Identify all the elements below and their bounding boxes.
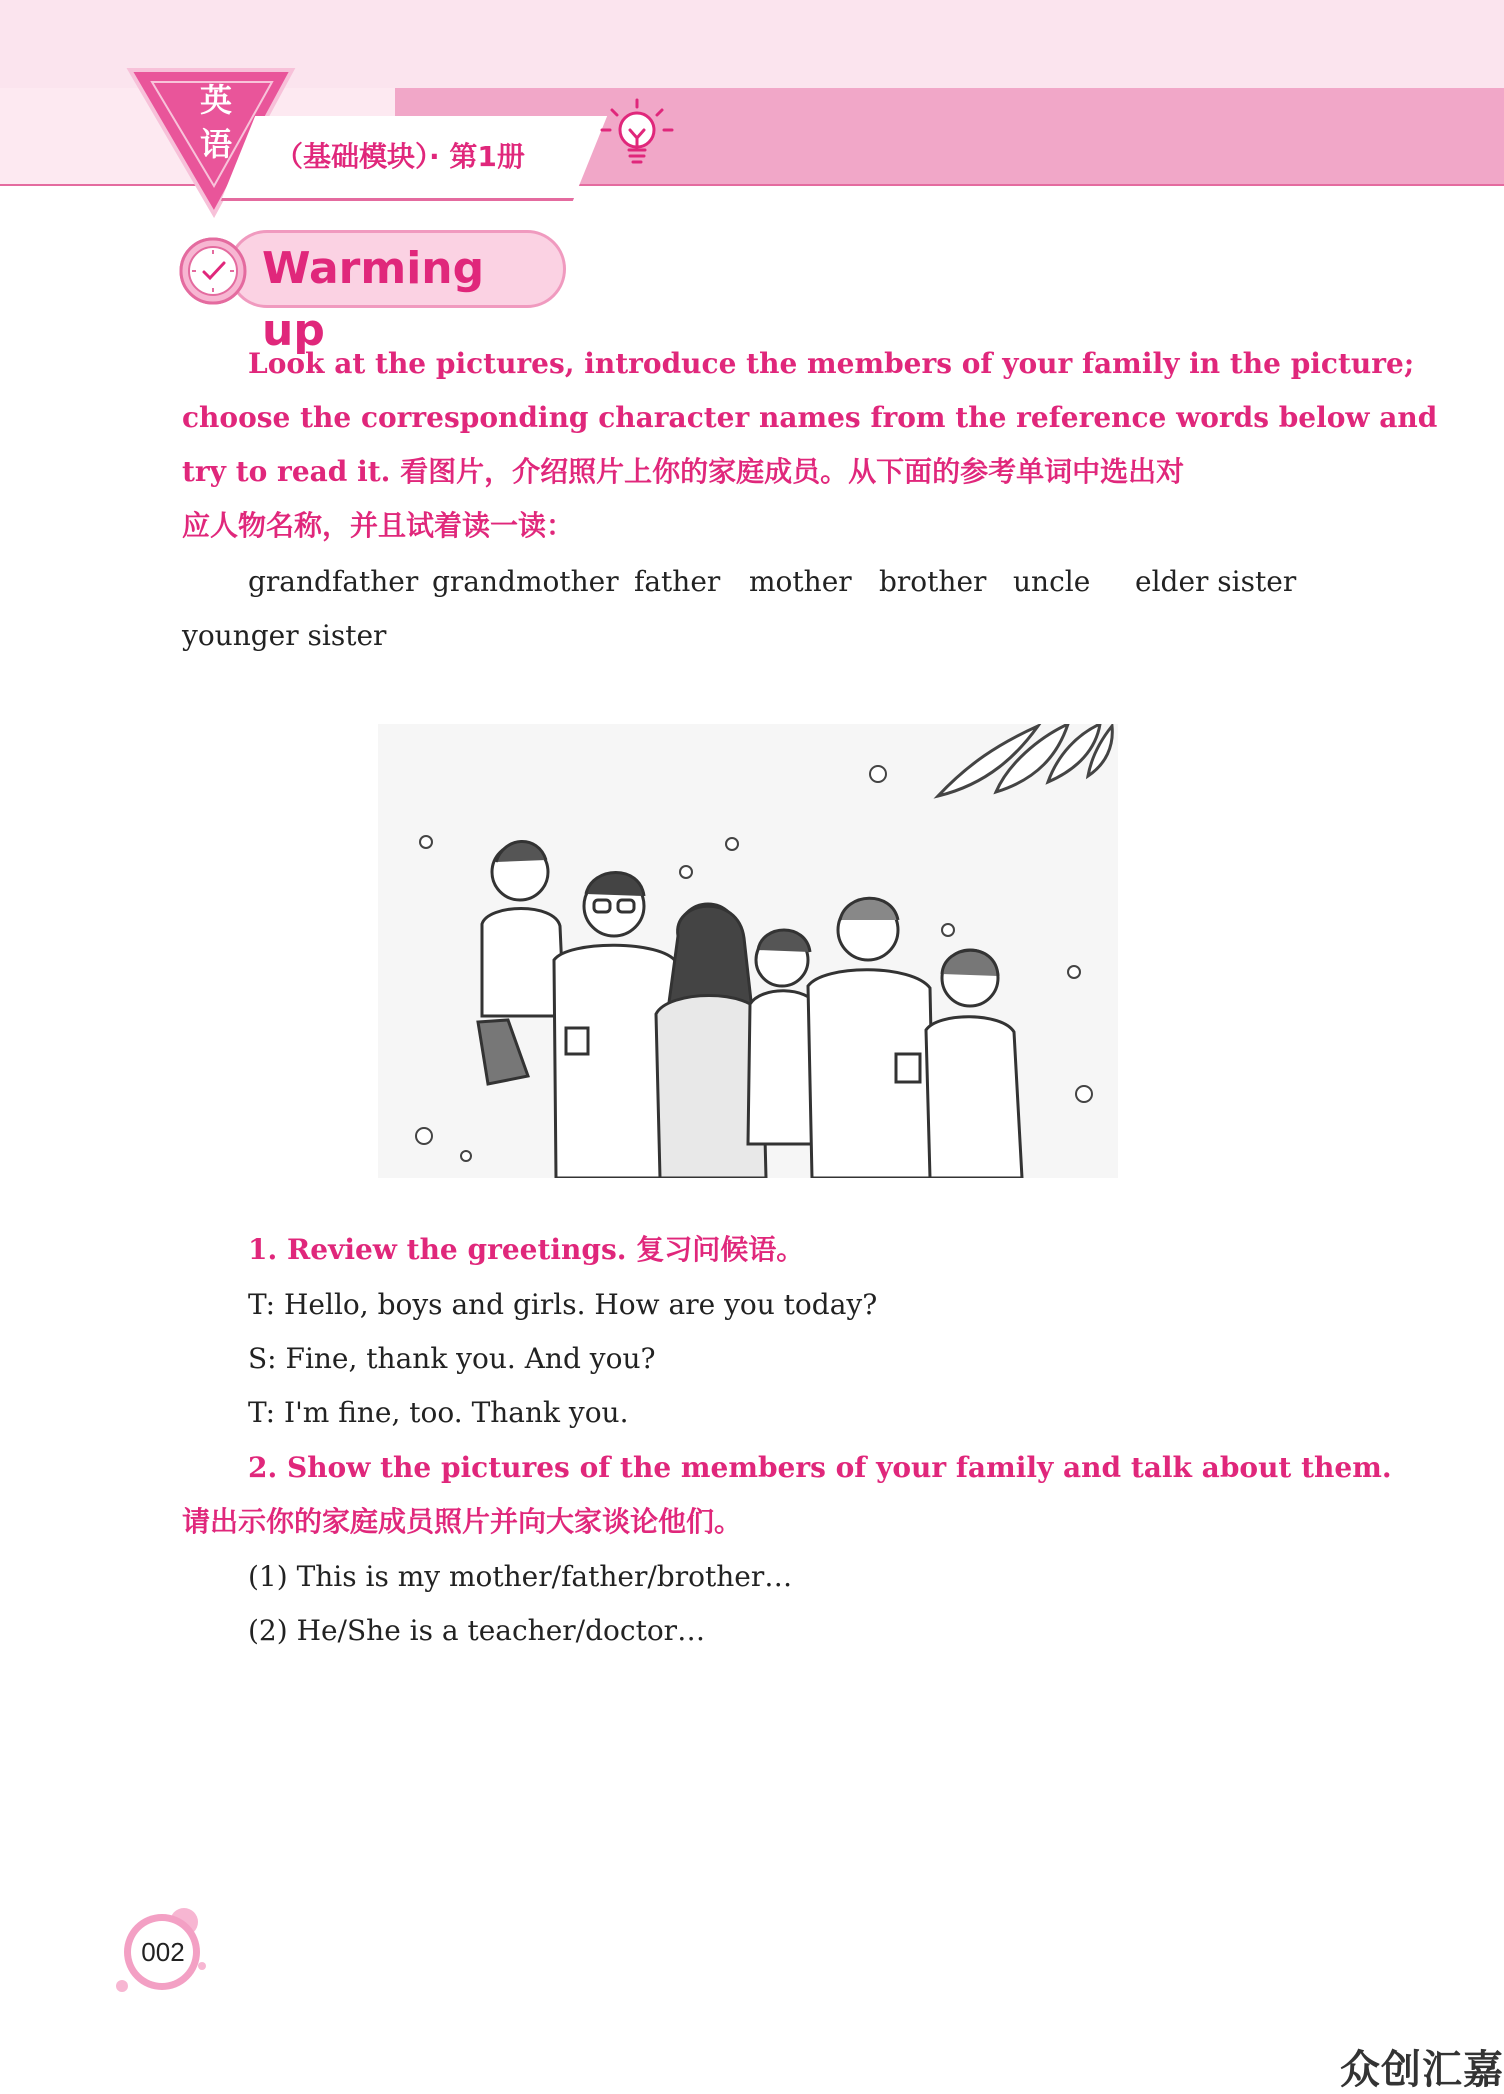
vocab-word: brother — [879, 565, 987, 598]
task-2-item: (2) He/She is a teacher/doctor… — [248, 1614, 706, 1647]
book-subtitle: （基础模块）· 第1册 — [275, 140, 525, 173]
vocab-word: father — [634, 565, 721, 598]
dialogue-line: T: I'm fine, too. Thank you. — [248, 1396, 629, 1429]
vocab-word: uncle — [1013, 565, 1091, 598]
vocab-word: mother — [749, 565, 852, 598]
dialogue-line: S: Fine, thank you. And you? — [248, 1342, 656, 1375]
vocab-word: younger sister — [182, 619, 387, 652]
subject-char-2: 语 — [199, 125, 232, 163]
task-2-item: (1) This is my mother/father/brother… — [248, 1560, 793, 1593]
lightbulb-icon — [598, 94, 676, 176]
section-title: Warming up — [262, 243, 485, 356]
page-number: 002 — [141, 1937, 185, 1967]
task-2-heading-cn: 请出示你的家庭成员照片并向大家谈论他们。 — [182, 1505, 743, 1538]
task-2-heading: 2. Show the pictures of the members of your family and talk about them. — [248, 1451, 1392, 1484]
task-1-heading: 1. Review the greetings. 复习问候语。 — [248, 1233, 805, 1266]
vocab-word: grandmother — [432, 565, 619, 598]
intro-line-2: choose the corresponding character names from the reference words below and — [182, 401, 1438, 434]
vocab-word: grandfather — [248, 565, 419, 598]
watermark-logo: 众创汇嘉 — [1340, 2047, 1504, 2093]
clock-icon — [178, 236, 248, 306]
family-photo-illustration — [378, 724, 1118, 1178]
dialogue-line: T: Hello, boys and girls. How are you today? — [248, 1288, 878, 1321]
intro-line-1: Look at the pictures, introduce the members of your family in the picture; — [248, 347, 1415, 380]
intro-line-4: 应人物名称，并且试着读一读： — [182, 509, 575, 542]
subject-char-1: 英 — [199, 81, 232, 119]
vocab-word: elder sister — [1135, 565, 1297, 598]
intro-line-3: try to read it. 看图片，介绍照片上你的家庭成员。从下面的参考单词中选出对 — [182, 455, 1185, 488]
